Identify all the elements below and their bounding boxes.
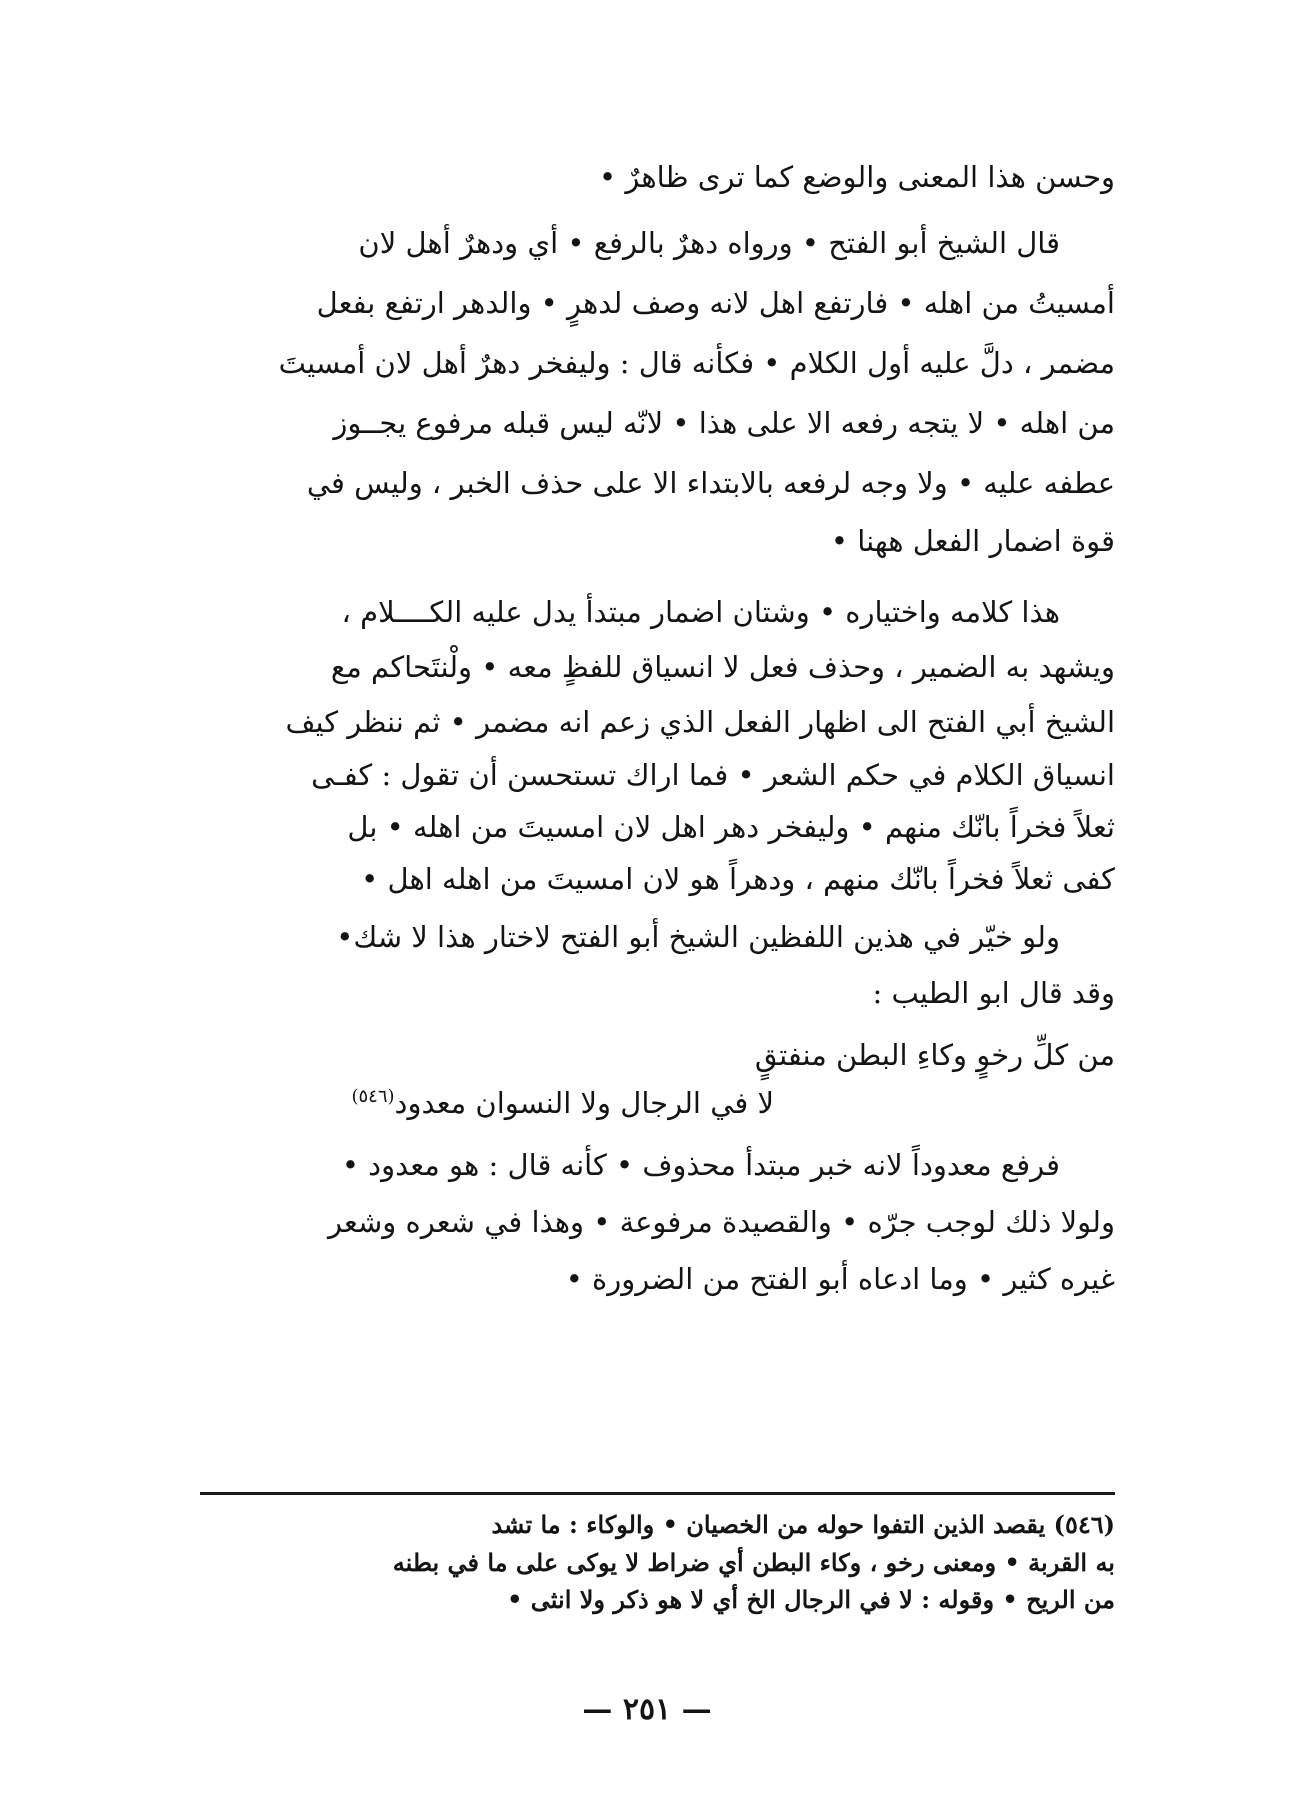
text-line: هذا كلامه واختياره • وشتان اضمار مبتدأ يدل عليه الكــــلام ، [341,595,1060,629]
text-line: قال الشيخ أبو الفتح • ورواه دهرٌ بالرفع • أي ودهرٌ أهل لان [358,226,1060,260]
text-line: ويشهد به الضمير ، وحذف فعل لا انسياق للفظٍ معه • ولْنتَحاكم مع [330,650,1115,684]
page-number: — ٢٥١ — [582,1692,712,1727]
text-line: من اهله • لا يتجه رفعه الا على هذا • لانّه ليس قبله مرفوع يجــوز [333,406,1115,440]
text-line: أمسيتُ من اهله • فارتفع اهل لانه وصف لدهرٍ • والدهر ارتفع بفعل [316,286,1115,320]
text-line: وحسن هذا المعنى والوضع كما ترى ظاهرٌ • [599,160,1115,194]
footnote-reference: (٥٤٦) [351,1086,395,1108]
text-line: وقد قال ابو الطيب : [872,976,1115,1010]
footnote-line: (٥٤٦) يقصد الذين التفوا حوله من الخصيان • والوكاء : ما تشد [491,1510,1115,1539]
footnote-line: به القربة • ومعنى رخو ، وكاء البطن أي ضراط لا يوكى على ما في بطنه [392,1548,1115,1577]
text-line: غيره كثير • وما ادعاه أبو الفتح من الضرورة • [565,1262,1115,1296]
text-line: فرفع معدوداً لانه خبر مبتدأ محذوف • كأنه قال : هو معدود • [341,1148,1060,1182]
main-text [200,0,1115,1480]
text-line: مضمر ، دلَّ عليه أول الكلام • فكأنه قال : وليفخر دهرٌ أهل لان أمسيتَ [278,346,1115,380]
text-line: انسياق الكلام في حكم الشعر • فما اراك تستحسن أن تقول : كفـى [311,758,1115,792]
verse-first-hemistich: من كلِّ رخوٍ وكاءِ البطن منفتقٍ [754,1038,1115,1072]
text-line: الشيخ أبي الفتح الى اظهار الفعل الذي زعم انه مضمر • ثم ننظر كيف [285,705,1115,739]
verse-second-hemistich: لا في الرجال ولا النسوان معدود$^{(٥٤٦)}$ [351,1086,774,1120]
text-line: عطفه عليه • ولا وجه لرفعه بالابتداء الا على حذف الخبر ، وليس في [306,466,1115,500]
text-line: قوة اضمار الفعل ههنا • [830,524,1115,558]
text-line: كفى ثعلاً فخراً بانّك منهم ، ودهراً هو لان امسيتَ من اهله اهل • [361,862,1115,896]
text-line: ثعلاً فخراً بانّك منهم • وليفخر دهر اهل لان امسيتَ من اهله • بل [347,810,1115,844]
footnote-line: من الريح • وقوله : لا في الرجال الخ أي لا هو ذكر ولا انثى • [507,1585,1115,1614]
text-line: ولولا ذلك لوجب جرّه • والقصيدة مرفوعة • وهذا في شعره وشعر [327,1205,1115,1239]
text-line: ولو خيّر في هذين اللفظين الشيخ أبو الفتح لاختار هذا لا شك• [336,920,1060,954]
footnote-separator [200,1492,1115,1495]
